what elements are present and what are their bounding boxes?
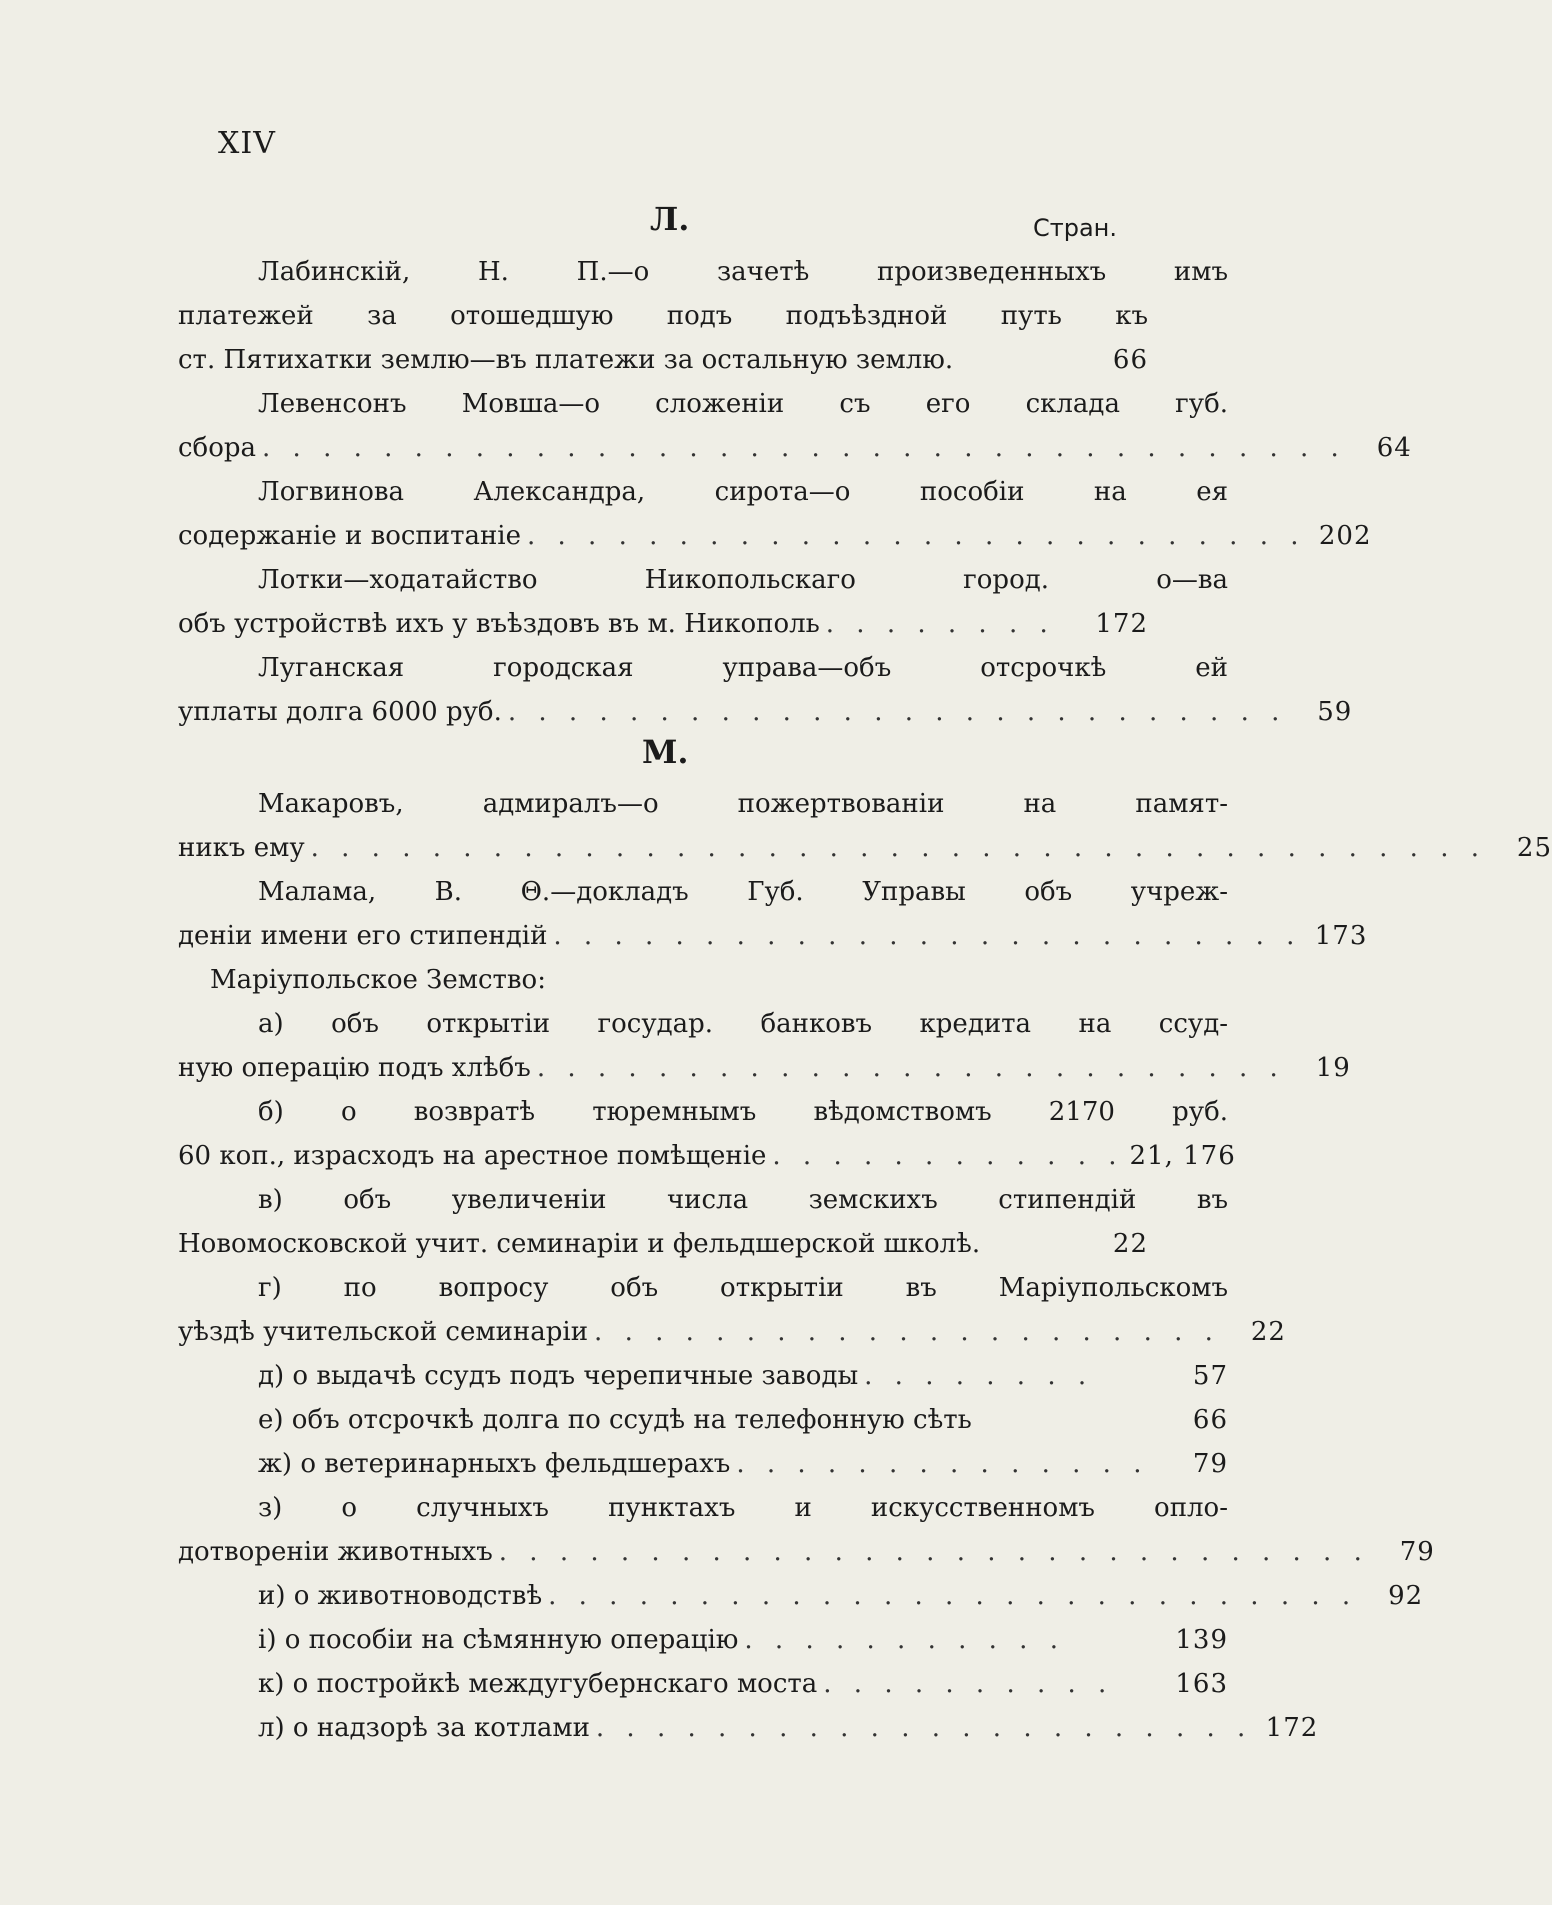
- index-line: Левенсонъ Мовша—о сложеніи съ его склада губ.: [258, 389, 1228, 419]
- section-letter-m: М.: [642, 733, 689, 771]
- index-line: деніи имени его стипендій . . . . . . . . . . . . . . . . . . . . . . . . . 173: [178, 921, 1368, 951]
- index-line: и) о животноводствѣ . . . . . . . . . . . . . . . . . . . . . . . . . . . 92: [258, 1581, 1424, 1611]
- index-line: Малама, В. Θ.—докладъ Губ. Управы объ учреж-: [258, 877, 1228, 907]
- index-line: а) объ открытіи государ. банковъ кредита на ссуд-: [258, 1009, 1228, 1039]
- index-line: к) о постройкѣ междугубернскаго моста . . . . . . . . . . 163: [258, 1669, 1228, 1699]
- index-line: уѣздѣ учительской семинаріи . . . . . . . . . . . . . . . . . . . . . 22: [178, 1317, 1286, 1347]
- section-letter-l: Л.: [650, 200, 690, 238]
- index-line: дотвореніи животныхъ . . . . . . . . . . . . . . . . . . . . . . . . . . . . . 79: [178, 1537, 1435, 1567]
- index-line: Лабинскій, Н. П.—о зачетѣ произведенныхъ имъ: [258, 257, 1228, 287]
- index-line: з) о случныхъ пунктахъ и искусственномъ опло-: [258, 1493, 1228, 1523]
- index-line: г) по вопросу объ открытіи въ Маріупольскомъ: [258, 1273, 1228, 1303]
- index-line: Лотки—ходатайство Никопольскаго город. о—ва: [258, 565, 1228, 595]
- page-number: XIV: [218, 126, 276, 161]
- index-line: содержаніе и воспитаніе . . . . . . . . . . . . . . . . . . . . . . . . . . 202: [178, 521, 1372, 551]
- index-line: Логвинова Александра, сирота—о пособіи на ея: [258, 477, 1228, 507]
- index-line: і) о пособіи на сѣмянную операцію . . . . . . . . . . . 139: [258, 1625, 1228, 1655]
- index-line: Макаровъ, адмиралъ—о пожертвованіи на памят-: [258, 789, 1228, 819]
- index-line: уплаты долга 6000 руб. . . . . . . . . . . . . . . . . . . . . . . . . . . 59: [178, 697, 1353, 727]
- index-line: ж) о ветеринарныхъ фельдшерахъ . . . . . . . . . . . . . . 79: [258, 1449, 1228, 1479]
- index-line: ст. Пятихатки землю—въ платежи за остальную землю. 66: [178, 345, 1148, 375]
- index-line: Луганская городская управа—объ отсрочкѣ ей: [258, 653, 1228, 683]
- index-line: никъ ему . . . . . . . . . . . . . . . . . . . . . . . . . . . . . . . . . . . . . . . 25: [178, 833, 1552, 863]
- index-line: 60 коп., израсходъ на арестное помѣщеніе . . . . . . . . . . . . 21, 176: [178, 1141, 1236, 1171]
- index-line: платежей за отошедшую подъ подъѣздной путь къ: [178, 301, 1148, 331]
- index-line: в) объ увеличеніи числа земскихъ стипендій въ: [258, 1185, 1228, 1215]
- index-line: Маріупольское Земство:: [210, 965, 546, 995]
- index-line: Новомосковской учит. семинаріи и фельдшерской школѣ. 22: [178, 1229, 1148, 1259]
- index-line: е) объ отсрочкѣ долга по ссудѣ на телефонную сѣть 66: [258, 1405, 1228, 1435]
- index-line: д) о выдачѣ ссудъ подъ черепичные заводы . . . . . . . . 57: [258, 1361, 1228, 1391]
- column-header-pages: Стран.: [1033, 214, 1117, 242]
- index-line: ную операцію подъ хлѣбъ . . . . . . . . . . . . . . . . . . . . . . . . . 19: [178, 1053, 1351, 1083]
- index-line: объ устройствѣ ихъ у въѣздовъ въ м. Никополь . . . . . . . . 172: [178, 609, 1148, 639]
- index-line: б) о возвратѣ тюремнымъ вѣдомствомъ 2170 руб.: [258, 1097, 1228, 1127]
- index-line: сбора . . . . . . . . . . . . . . . . . . . . . . . . . . . . . . . . . . . . 64: [178, 433, 1412, 463]
- index-line: л) о надзорѣ за котлами . . . . . . . . . . . . . . . . . . . . . . 172: [258, 1713, 1319, 1743]
